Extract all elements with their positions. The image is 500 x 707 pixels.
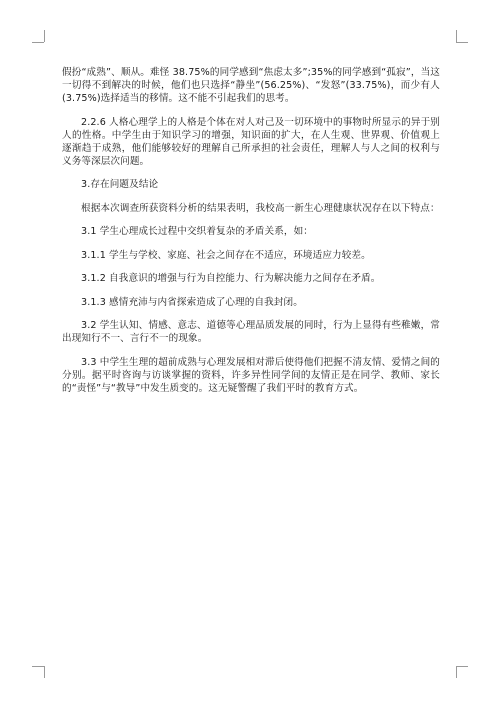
paragraph-2-2-6-personality: 2.2.6 人格心理学上的人格是个体在对人对己及一切环境中的事物时所显示的异于别人的性格。中学生由于知识学习的增强，知识面的扩大，在人生观、世界观、价值观上逐渐趋于成熟，他们能够较好的理解自己所承担的社会责任，理解人与人之间的权利与义务等深层次问题。 [62, 116, 440, 167]
paragraph-3-3: 3.3 中学生生理的超前成熟与心理发展相对滞后使得他们把握不清友情、爱情之间的分别。据平时咨询与访谈掌握的资料，许多异性同学间的友情正是在同学、教师、家长的“责怪”与“教导”中发生质变的。这无疑警醒了我们平时的教育方式。 [62, 356, 440, 394]
paragraph-3-1-1: 3.1.1 学生与学校、家庭、社会之间存在不适应，环境适应力较差。 [81, 249, 371, 261]
document-body [62, 66, 440, 405]
paragraph-3-1-2: 3.1.2 自我意识的增强与行为自控能力、行为解决能力之间存在矛盾。 [81, 273, 381, 284]
paragraph-3-1-3: 3.1.3 感情充沛与内省探索造成了心理的自我封闭。 [81, 296, 303, 308]
paragraph-3-2: 3.2 学生认知、情感、意志、道德等心理品质发展的同时，行为上显得有些稚嫩，常出现知行不一、言行不一的现象。 [62, 320, 440, 344]
paragraph-continuation: 假扮“成熟”、顺从。难怪 38.75%的同学感到“焦虑太多”;35%的同学感到“孤寂”，当这一切得不到解决的时候，他们也只选择“静坐”(56.25%)、“发怒”(33.75%)，而少有人(3.75%)选择适当的移情。这不能不引起我们的思考。 [62, 67, 440, 104]
paragraph-findings-intro: 根据本次调查所获资料分析的结果表明，我校高一新生心理健康状况存在以下特点： [81, 202, 440, 214]
section-heading-conclusions: 3.存在问题及结论 [81, 179, 159, 190]
paragraph-3-1: 3.1 学生心理成长过程中交织着复杂的矛盾关系，如： [81, 226, 313, 237]
